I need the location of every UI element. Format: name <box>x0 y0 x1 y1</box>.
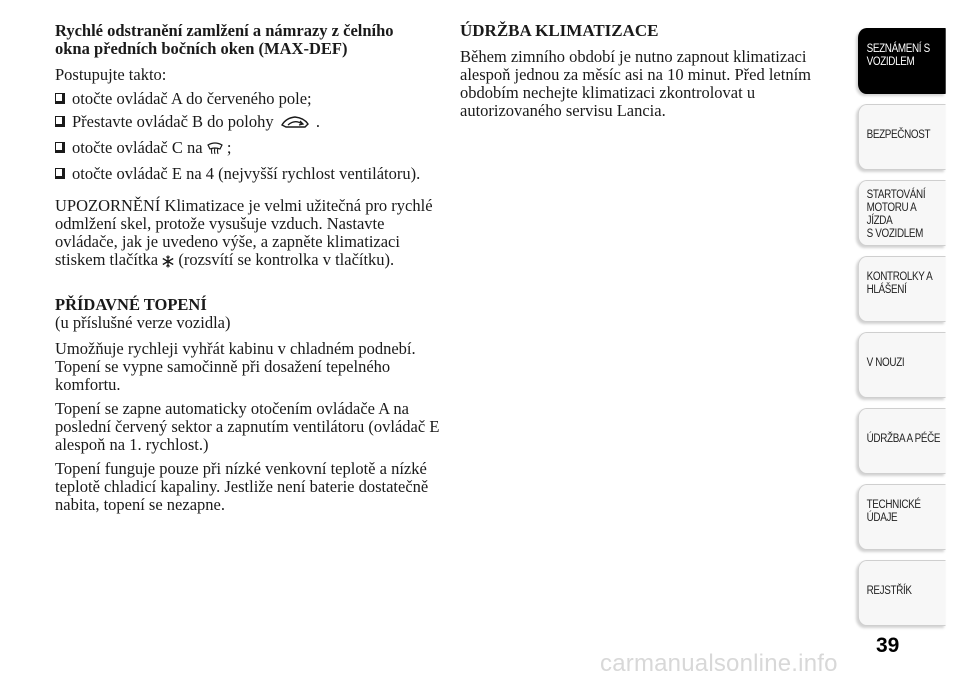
warning-note <box>55 197 440 272</box>
tab-seznameni-s-vozidlem[interactable] <box>858 28 946 94</box>
checkbox-bullet-icon <box>55 116 65 127</box>
step-text: Přestavte ovládač B do polohy <box>72 112 274 131</box>
checkbox-bullet-icon <box>55 142 65 153</box>
tab-rejstrik[interactable] <box>858 560 946 626</box>
tab-label: MOTORU A JÍZDA <box>866 202 916 227</box>
tab-v-nouzi[interactable] <box>858 332 946 398</box>
step-text: ; <box>226 138 232 157</box>
tab-label: S VOZIDLEM <box>866 228 924 240</box>
tab-label: REJSTŘÍK <box>866 585 912 597</box>
list-item <box>55 165 440 183</box>
paragraph: Umožňuje rychleji vyhřát kabinu v chladném podnebí. Topení se vypne samočinně při dosažení tepelného komfortu. <box>55 339 416 394</box>
paragraph: Topení se zapne automaticky otočením ovládače A na poslední červený sektor a zapnutím ventilátoru (ovládač E alespoň na 1. rychlost.) <box>55 399 440 454</box>
paragraph: Během zimního období je nutno zapnout klimatizaci alespoň jednou za měsíc asi na 10 minut. Před letním obdobím nechejte klimatizaci zkontrolovat u autorizovaného servisu Lancia. <box>460 47 812 120</box>
windscreen-defrost-icon <box>207 140 223 160</box>
recirculation-icon <box>278 114 312 134</box>
section-heading-maxdef <box>55 22 440 58</box>
tab-label: STARTOVÁNÍ <box>866 189 926 201</box>
tab-label: VOZIDLEM <box>866 56 915 68</box>
step-text: otočte ovládač E na 4 (nejvyšší rychlost ventilátoru). <box>72 164 421 183</box>
step-text: otočte ovládač A do červeného pole; <box>72 89 312 108</box>
tab-label: HLÁŠENÍ <box>866 284 907 296</box>
heading-line: okna předních bočních oken (MAX-DEF) <box>55 39 348 58</box>
tab-startovani-motoru[interactable] <box>858 180 946 246</box>
list-item <box>55 90 440 108</box>
step-text: . <box>315 112 321 131</box>
warning-text: (rozsvítí se kontrolka v tlačítku). <box>178 250 395 269</box>
warning-text: UPOZORNĚNÍ Klimatizace je velmi užitečná pro rychlé odmlžení skel, protože vysušuje vzduch. Nastavte ovládače, jak je uvedeno výše, a zapněte klimatizaci stiskem tlačítka <box>55 196 433 269</box>
paragraph: Topení funguje pouze při nízké venkovní teplotě a nízké teplotě chladicí kapaliny. Jestliže není baterie dostatečně nabita, topení se nezapne. <box>55 459 429 514</box>
heading-subtitle: (u příslušné verze vozidla) <box>55 313 231 332</box>
tab-kontrolky-a-hlaseni[interactable] <box>858 256 946 322</box>
section-heading-aux-heater: PŘÍDAVNÉ TOPENÍ <box>55 295 207 314</box>
list-item <box>55 139 440 160</box>
snowflake-icon <box>162 254 174 272</box>
middle-column <box>460 22 840 126</box>
tab-technicke-udaje[interactable] <box>858 484 946 550</box>
chapter-tabs <box>858 28 960 636</box>
steps-list <box>55 90 440 183</box>
tab-label: BEZPEČNOST <box>866 129 931 141</box>
page-number: 39 <box>876 634 900 657</box>
tab-label: KONTROLKY A <box>866 271 933 283</box>
heading-line: Rychlé odstranění zamlžení a námrazy z čelního <box>55 21 394 40</box>
tab-label: ÚDRŽBA A PÉČE <box>866 433 941 445</box>
tab-label: SEZNÁMENÍ S <box>866 43 930 55</box>
checkbox-bullet-icon <box>55 93 65 104</box>
tab-label: ÚDAJE <box>866 512 898 524</box>
tab-udrzba-a-pece[interactable] <box>858 408 946 474</box>
list-item <box>55 113 440 134</box>
checkbox-bullet-icon <box>55 168 65 179</box>
step-text: otočte ovládač C na <box>72 138 203 157</box>
watermark: carmanualsonline.info <box>600 650 838 677</box>
tab-bezpecnost[interactable] <box>858 104 946 170</box>
tab-label: V NOUZI <box>866 357 905 369</box>
section-heading-ac-maintenance: ÚDRŽBA KLIMATIZACE <box>460 21 659 40</box>
left-column <box>55 22 440 520</box>
tab-label: TECHNICKÉ <box>866 499 921 511</box>
intro-text: Postupujte takto: <box>55 65 167 84</box>
